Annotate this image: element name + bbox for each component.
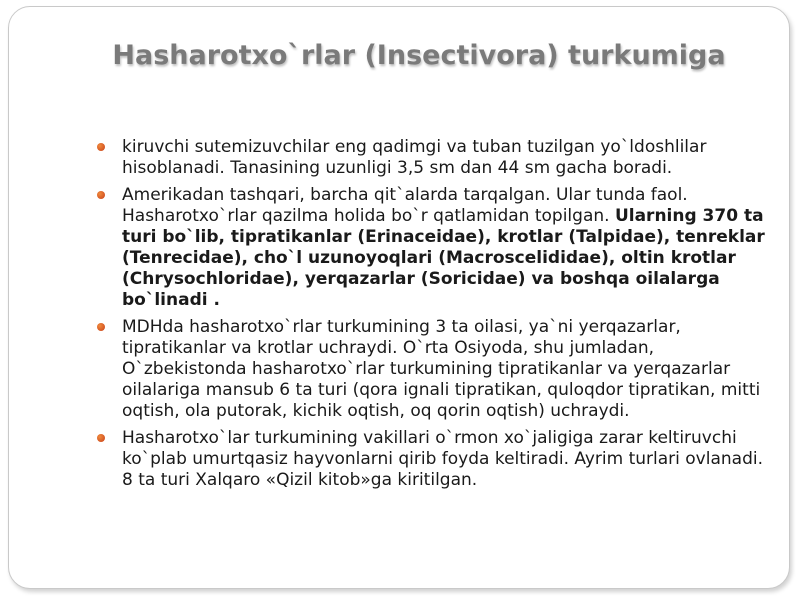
slide-frame (8, 6, 790, 589)
bullet-list (97, 137, 777, 497)
bullet-marker-icon (97, 323, 105, 331)
bullet-text: MDHda hasharotxo`rlar turkumining 3 ta oilasi, ya`ni yerqazarlar, tipratikanlar va krotlar uchraydi. O`rta Osiyoda, shu jumladan, O`zbekistonda hasharotxo`rlar turkumining tipratikanlar va yerqazarlar oilalariga mansub 6 ta turi (qora ignali tipratikan, quloqdor tipratikan, mitti oqtish, ola putorak, kichik oqtish, oq qorin oqtish) uchraydi. (122, 317, 761, 421)
bullet-item-2 (97, 185, 777, 311)
bullet-text: kiruvchi sutemizuvchilar eng qadimgi va tuban tuzilgan yo`ldoshlilar hisoblanadi. Tanasining uzunligi 3,5 sm dan 44 sm gacha boradi. (122, 137, 707, 178)
bullet-marker-icon (97, 143, 105, 151)
bullet-item-4 (97, 428, 777, 491)
bullet-marker-icon (97, 434, 105, 442)
slide-title: Hasharotxo`rlar (Insectivora) turkumiga (112, 40, 726, 71)
bullet-text: Hasharotxo`lar turkumining vakillari o`rmon xo`jaligiga zarar keltiruvchi ko`plab umurtqasiz hayvonlarni qirib foyda keltiradi. Ayrim turlari ovlanadi. 8 ta turi Xalqaro «Qizil kitob»ga kiritilgan. (122, 428, 763, 490)
bullet-item-1 (97, 137, 777, 179)
bullet-text: Amerikadan tashqari, barcha qit`alarda tarqalgan. Ular tunda faol. Hasharotxo`rlar qazilma holida bo`r qatlamidan topilgan. (122, 185, 688, 226)
bullet-bold-text: Ularning 370 ta turi bo`lib, tipratikanlar (Erinaceidae), krotlar (Talpidae), tenreklar (Tenrecidae), cho`l uzunoyoqlari (Macroscelididae), oltin krotlar (Chrysochloridae), yerqazarlar (Soricidae) va boshqa oilalarga bo`linadi . (122, 206, 765, 310)
bullet-marker-icon (97, 191, 105, 199)
bullet-item-3 (97, 317, 777, 422)
